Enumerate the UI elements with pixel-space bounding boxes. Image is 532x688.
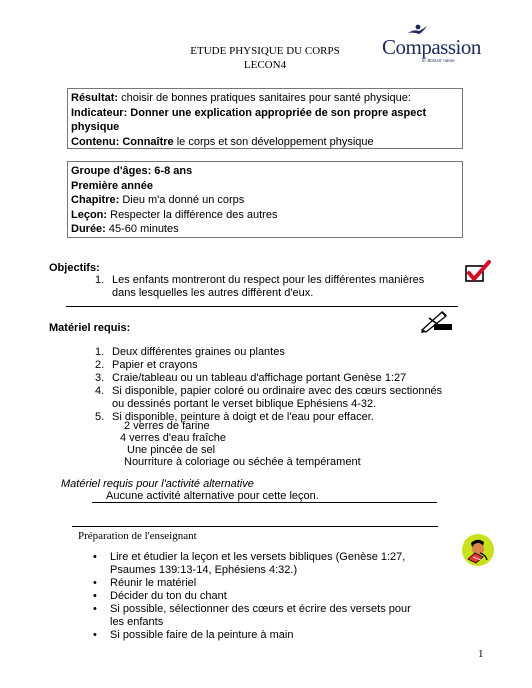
sub-item: 4 verres d'eau fraîche bbox=[120, 432, 227, 444]
list-text: Si possible faire de la peinture à main bbox=[110, 629, 294, 641]
bullet-icon: • bbox=[93, 577, 97, 589]
sub-item: Nourriture à coloriage ou séchée à tempérament bbox=[124, 456, 361, 468]
list-item bbox=[93, 551, 423, 577]
list-text: Les enfants montreront du respect pour les différentes manières dans lesquelles les autres diffèrent d'eux. bbox=[112, 274, 425, 299]
objectifs-heading: Objectifs: bbox=[49, 262, 100, 274]
list-item bbox=[93, 590, 423, 603]
duree-text: 45-60 minutes bbox=[105, 223, 179, 236]
resultat-text: choisir de bonnes pratiques sanitaires pour santé physique: bbox=[118, 92, 411, 104]
lesson-number: LECON4 bbox=[243, 59, 287, 71]
list-number: 1. bbox=[95, 346, 105, 358]
list-text: Craie/tableau ou un tableau d'affichage portant Genèse 1:27 bbox=[112, 372, 407, 384]
age-group: Groupe d'âges: 6-8 ans bbox=[71, 165, 193, 177]
list-item bbox=[95, 359, 445, 372]
list-number: 1. bbox=[95, 274, 105, 286]
list-text: Réunir le matériel bbox=[110, 577, 197, 589]
bullet-icon: • bbox=[93, 551, 97, 563]
list-item bbox=[95, 274, 445, 300]
pencil-tools-icon bbox=[420, 308, 454, 334]
resultat-line bbox=[71, 91, 459, 106]
lecon-line bbox=[71, 208, 459, 223]
compassion-logo bbox=[380, 26, 480, 66]
lecon-label: Leçon: bbox=[71, 208, 108, 221]
list-text: Si disponible, peinture à doigt et de l'eau pour effacer. bbox=[112, 411, 374, 423]
preparation-list bbox=[93, 551, 423, 642]
duree-line bbox=[71, 222, 459, 237]
sub-item: Une pincée de sel bbox=[127, 444, 216, 456]
duree-label: Durée: bbox=[71, 223, 106, 236]
alt-materiel-heading: Matériel requis pour l'activité alternative bbox=[61, 478, 254, 490]
list-item bbox=[95, 385, 445, 411]
sub-item: 2 verres de farine bbox=[124, 420, 210, 432]
list-item bbox=[95, 372, 445, 385]
section-divider bbox=[66, 306, 458, 307]
list-item bbox=[95, 346, 445, 359]
list-text: Lire et étudier la leçon et les versets bibliques (Genèse 1:27, Psaumes 139:13-14, Ephésiens 4:32.) bbox=[110, 551, 406, 576]
page-number: 1 bbox=[478, 648, 484, 660]
bullet-icon: • bbox=[93, 590, 97, 602]
resultat-label: Résultat: bbox=[71, 92, 119, 104]
list-text: Deux différentes graines ou plantes bbox=[112, 346, 285, 358]
bullet-icon: • bbox=[93, 603, 97, 615]
indicateur-line bbox=[71, 106, 459, 135]
list-number: 2. bbox=[95, 359, 105, 371]
materiel-list bbox=[95, 346, 445, 424]
logo-wordmark: Compassion bbox=[382, 35, 481, 59]
list-text: Si disponible, papier coloré ou ordinaire avec des cœurs sectionnés ou dessinés portant le verset biblique Ephésiens 4-32. bbox=[112, 385, 443, 410]
chapitre-text: Dieu m'a donné un corps bbox=[119, 194, 245, 207]
list-number: 3. bbox=[95, 372, 105, 384]
alt-materiel-text: Aucune activité alternative pour cette leçon. bbox=[106, 490, 319, 502]
school-year: Première année bbox=[71, 179, 153, 192]
indicateur-text: Indicateur: Donner une explication appropriée de son propre aspect physique bbox=[71, 106, 427, 134]
logo-tagline: in JESUS' name bbox=[422, 58, 455, 63]
materiel-heading: Matériel requis: bbox=[49, 322, 131, 334]
teacher-reading-icon bbox=[461, 533, 495, 567]
contenu-line bbox=[71, 135, 459, 150]
objectifs-list bbox=[95, 274, 445, 300]
bullet-icon: • bbox=[93, 629, 97, 641]
list-text: Papier et crayons bbox=[112, 359, 198, 371]
contenu-text: le corps et son développement physique bbox=[173, 135, 374, 148]
list-item bbox=[93, 629, 423, 642]
list-item bbox=[93, 577, 423, 590]
section-divider bbox=[92, 502, 437, 503]
list-text: Décider du ton du chant bbox=[110, 590, 227, 602]
outcome-box bbox=[67, 88, 463, 149]
section-divider bbox=[72, 526, 438, 527]
checkbox-check-icon bbox=[465, 260, 491, 284]
chapitre-label: Chapitre: bbox=[71, 194, 120, 207]
document-header bbox=[140, 44, 390, 72]
chapitre-line bbox=[71, 193, 459, 208]
list-text: Si possible, sélectionner des cœurs et écrire des versets pour les enfants bbox=[110, 603, 411, 628]
list-item bbox=[93, 603, 423, 629]
preparation-heading: Préparation de l'enseignant bbox=[78, 530, 197, 542]
lesson-info-box bbox=[67, 161, 463, 238]
list-number: 4. bbox=[95, 385, 105, 397]
list-number: 5. bbox=[95, 411, 105, 423]
document-title: ETUDE PHYSIQUE DU CORPS bbox=[190, 45, 340, 57]
lecon-text: Respecter la différence des autres bbox=[107, 208, 278, 221]
contenu-label: Contenu: Connaître bbox=[71, 135, 174, 148]
